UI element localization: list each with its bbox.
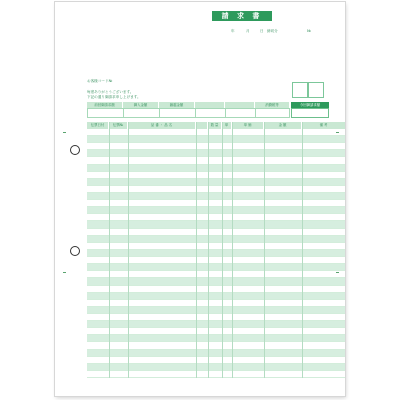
summary-values-row: [87, 108, 289, 118]
column-divider: [208, 122, 209, 378]
summary-header-cell: 御入金額: [123, 102, 159, 108]
punch-hole-top: [70, 145, 80, 155]
column-divider: [232, 122, 233, 378]
summary-header-cell: 前回御請求額: [87, 102, 123, 108]
invoice-sheet: [55, 2, 345, 396]
table-row: [87, 193, 345, 200]
column-divider: [302, 122, 303, 378]
table-row: [87, 328, 345, 335]
table-row: [87, 179, 345, 186]
column-divider: [222, 122, 223, 378]
margin-tick: [63, 272, 66, 273]
table-row: [87, 335, 345, 342]
col-header-quantity: 数 量: [208, 122, 222, 129]
stamp-box-right: [308, 82, 324, 98]
table-row: [87, 300, 345, 307]
document-title: 請 求 書: [212, 11, 272, 21]
closing-label: 締切分: [267, 29, 278, 33]
table-row: [87, 364, 345, 371]
table-row: [87, 236, 345, 243]
col-header-date: 伝票日付: [87, 122, 109, 129]
date-day-label: 日: [260, 29, 264, 33]
number-label: №: [307, 29, 311, 33]
table-row: [87, 307, 345, 314]
table-row: [87, 207, 345, 214]
summary-value-cell: [87, 108, 124, 118]
line-items-table: [87, 122, 345, 378]
table-row: [87, 371, 345, 378]
col-header-unit-price: 単 価: [232, 122, 264, 129]
table-row: [87, 229, 345, 236]
table-row: [87, 264, 345, 271]
table-row: [87, 214, 345, 221]
table-row: [87, 243, 345, 250]
summary-value-cell: [255, 108, 290, 118]
table-row: [87, 286, 345, 293]
table-row: [87, 143, 345, 150]
margin-tick: [336, 272, 339, 273]
table-row: [87, 314, 345, 321]
col-header-slip-no: 伝票№: [109, 122, 128, 129]
table-row: [87, 257, 345, 264]
summary-value-cell: [225, 108, 256, 118]
table-row: [87, 186, 345, 193]
total-due-value: [291, 108, 329, 118]
table-row: [87, 221, 345, 228]
margin-tick: [63, 132, 66, 133]
greeting-line-2: 下記の通り御請求申し上げます。: [87, 95, 141, 99]
col-header-amount: 金 額: [264, 122, 302, 129]
table-row: [87, 136, 345, 143]
margin-tick: [336, 132, 339, 133]
col-header-item: 品 番 ・ 品 名: [128, 122, 196, 129]
table-row: [87, 250, 345, 257]
column-divider: [109, 122, 110, 378]
summary-value-cell: [123, 108, 160, 118]
table-row: [87, 165, 345, 172]
table-row: [87, 350, 345, 357]
total-due-label: 今回御請求額: [291, 102, 329, 108]
table-row: [87, 278, 345, 285]
stamp-box-left: [292, 82, 308, 98]
col-header-blank: [196, 122, 208, 129]
summary-value-cell: [159, 108, 196, 118]
col-header-notes: 備 考: [319, 123, 328, 127]
table-row: [87, 293, 345, 300]
punch-hole-bottom: [70, 246, 80, 256]
table-row: [87, 200, 345, 207]
table-row: [87, 321, 345, 328]
table-header: [87, 122, 345, 129]
table-row: [87, 271, 345, 278]
summary-header-cell: 消費税等: [255, 102, 289, 108]
column-divider: [264, 122, 265, 378]
table-row: [87, 357, 345, 364]
table-body: [87, 129, 345, 378]
table-row: [87, 129, 345, 136]
column-divider: [128, 122, 129, 378]
table-row: [87, 172, 345, 179]
column-divider: [196, 122, 197, 378]
customer-code-label: お客様コード№: [87, 79, 113, 83]
col-header-unit: 単: [222, 122, 232, 129]
table-row: [87, 150, 345, 157]
date-month-label: 月: [246, 29, 250, 33]
summary-header-cell: 繰越金額: [159, 102, 195, 108]
summary-value-cell: [195, 108, 226, 118]
table-row: [87, 342, 345, 349]
date-year-label: 年: [231, 29, 235, 33]
table-row: [87, 157, 345, 164]
greeting-line-1: 毎度ありがとうございます。: [87, 90, 134, 94]
